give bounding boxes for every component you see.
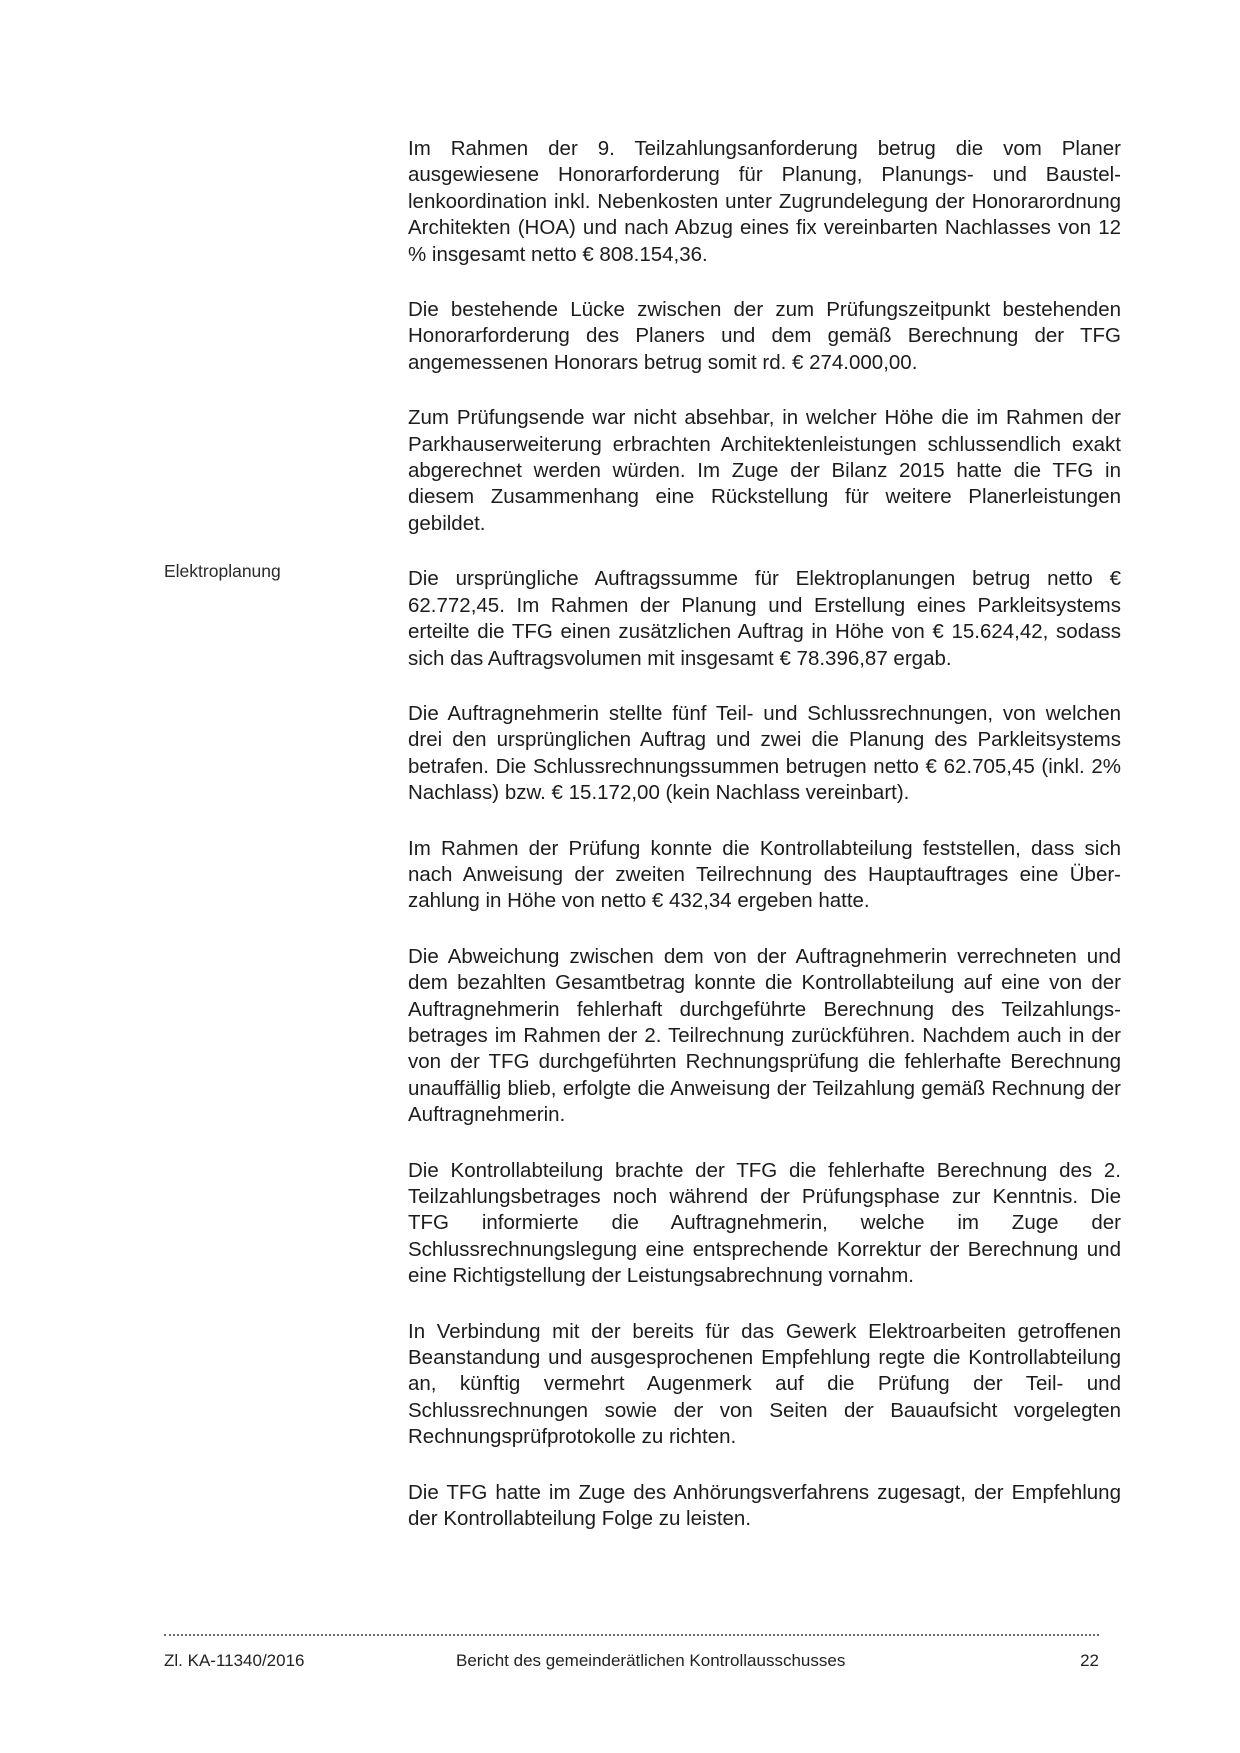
footer-reference: Zl. KA-11340/2016 xyxy=(164,1651,305,1670)
paragraph-zusage: Die TFG hatte im Zuge des Anhörungsverfahrens zugesagt, der Empfehlung der Kontrollabteilung Folge zu leisten. xyxy=(408,1480,1121,1531)
footer-divider xyxy=(164,1634,1099,1636)
paragraph-schlussrechnungen: Die Auftragnehmerin stellte fünf Teil- und Schlussrechnungen, von welchen drei den ursprünglichen Auftrag und zwei die Planung des Parkleitsystems betrafen. Die Schlussrechnungssummen betrugen netto € 62.705,45 (inkl. 2% Nachlass) bzw. € 15.172,00 (kein Nachlass vereinbart). xyxy=(408,701,1121,805)
footer-report-title: Bericht des gemeinderätlichen Kontrollausschusses xyxy=(456,1651,846,1670)
paragraph-korrektur: Die Kontrollabteilung brachte der TFG die fehlerhafte Berechnung des 2. Teilzahlungsbetrages noch während der Prüfungsphase zur Kenntnis. Die TFG informierte die Auftragnehmerin, welche im Zuge der Schlussrechnungslegung eine entsprechende Korrektur der Berechnung und eine Richtigstellung der Leistungsabrechnung vornahm. xyxy=(408,1158,1121,1288)
paragraph-honorarforderung: Im Rahmen der 9. Teilzahlungsanforderung betrug die vom Planer ausgewiesene Honorarforderung für Planung, Planungs- und Baustellenkoordination inkl. Nebenkosten unter Zugrundelegung der Honorarordnung Architekten (HOA) und nach Abzug eines fix vereinbarten Nachlasses von 12 % insgesamt netto € 808.154,36. xyxy=(408,137,1121,266)
paragraph-luecke: Die bestehende Lücke zwischen der zum Prüfungszeitpunkt bestehenden Honorarforderung des Planers und dem gemäß Berechnung der TFG angemessenen Honorars betrug somit rd. € 274.000,00. xyxy=(408,298,1121,374)
paragraph-auftragssumme: Die ursprüngliche Auftragssumme für Elektroplanungen betrug netto € 62.772,45. Im Rahmen der Planung und Erstellung eines Parkleitsystems erteilte die TFG einen zusätzlichen Auftrag in Höhe von € 15.624,42, sodass sich das Auftragsvolumen mit insgesamt € 78.396,87 ergab. xyxy=(408,567,1121,670)
paragraph-ueberzahlung: Im Rahmen der Prüfung konnte die Kontrollabteilung feststellen, dass sich nach Anweisung der zweiten Teilrechnung des Hauptauftrages eine Über-zahlung in Höhe von netto € 432,34 ergeben hatte. xyxy=(408,836,1121,913)
body-text-column xyxy=(408,136,1121,1561)
margin-heading-elektroplanung: Elektroplanung xyxy=(164,561,281,581)
paragraph-empfehlung: In Verbindung mit der bereits für das Gewerk Elektroarbeiten getroffenen Beanstandung und ausgesprochenen Empfehlung regte die Kontrollabteilung an, künftig vermehrt Augenmerk auf die Prüfung der Teil- und Schlussrechnungen sowie der von Seiten der Bauaufsicht vorgelegten Rechnungsprüfprotokolle zu richten. xyxy=(408,1319,1121,1449)
footer-page-number: 22 xyxy=(1080,1651,1099,1670)
paragraph-abweichung: Die Abweichung zwischen dem von der Auftragnehmerin verrechneten und dem bezahlten Gesamtbetrag konnte die Kontrollabteilung auf eine von der Auftragnehmerin fehlerhaft durchgeführte Berechnung des Teilzahlungs-betrages im Rahmen der 2. Teilrechnung zurückführen. Nachdem auch in der von der TFG durchgeführten Rechnungsprüfung die fehlerhafte Berechnung unauffällig blieb, erfolgte die Anweisung der Teilzahlung gemäß Rechnung der Auftragnehmerin. xyxy=(408,944,1121,1127)
paragraph-pruefungsende: Zum Prüfungsende war nicht absehbar, in welcher Höhe die im Rahmen der Parkhauserweiterung erbrachten Architektenleistungen schlussendlich exakt abgerechnet werden würden. Im Zuge der Bilanz 2015 hatte die TFG in diesem Zusammenhang eine Rückstellung für weitere Planerleistungen gebildet. xyxy=(408,406,1121,535)
